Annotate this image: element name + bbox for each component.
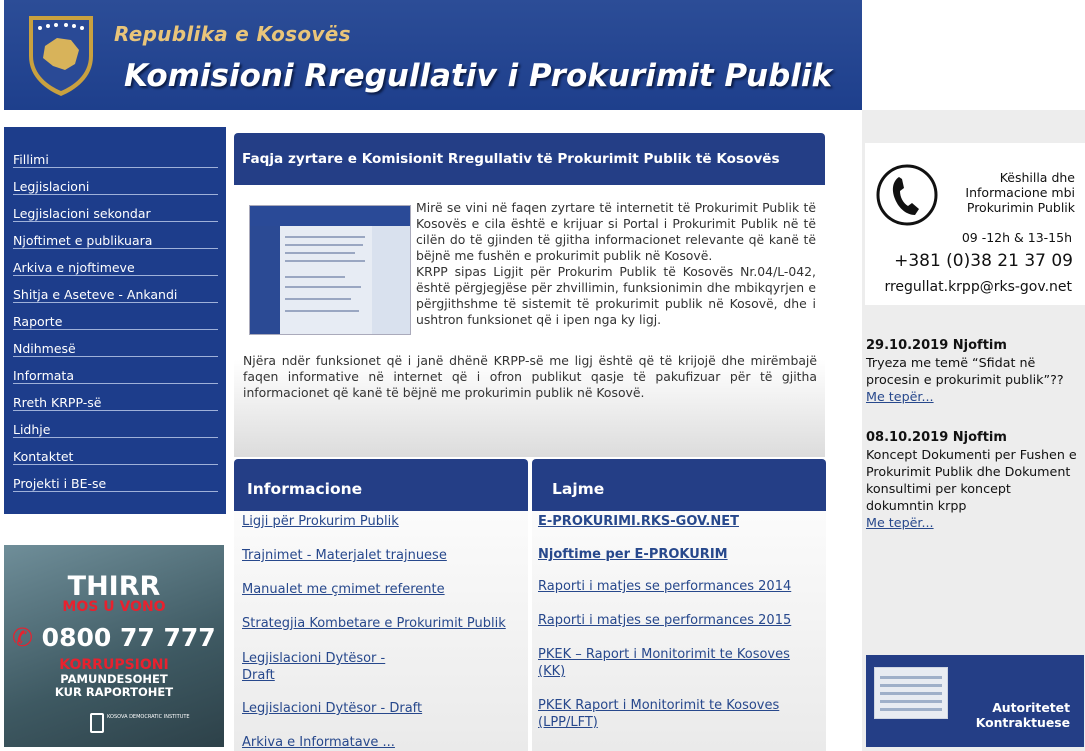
nav-item-fillimi[interactable] [13, 141, 218, 168]
nav-link[interactable]: Legjislacioni [13, 179, 90, 194]
news-item-heading: 29.10.2019 Njoftim [866, 338, 1007, 353]
ad-phone-number: 0800 77 777 [41, 623, 216, 652]
left-navigation [4, 127, 226, 514]
intro-paragraph-3: Njëra ndër funksionet që i janë dhënë KRPP-së me ligj është që të krijojë dhe mirëmbajë faqen informative në internet që i ofron publikut qasje të pakufizuar për të gjitha informacionet që kanë të bëjnë me prokurimin publik në Kosovë. [243, 353, 817, 400]
ad-phone [12, 623, 216, 652]
site-screenshot-image [249, 205, 411, 335]
help-phone: +381 (0)38 21 37 09 [894, 251, 1073, 271]
ad-org: KOSOVA DEMOCRATIC INSTITUTE [107, 714, 190, 720]
news-link[interactable]: PKEK Raport i Monitorimit te Kosoves (LPP/LFT) [538, 698, 780, 730]
nav-item-njoftimet[interactable] [13, 222, 218, 249]
news-link[interactable]: PKEK – Raport i Monitorimit te Kosoves (KK) [538, 647, 790, 679]
nav-link[interactable]: Informata [13, 368, 74, 383]
site-header [4, 0, 862, 110]
info-title: Informacione [247, 480, 363, 498]
ad-line2: MOS U VONO [62, 599, 166, 615]
nav-link[interactable]: Legjislacioni sekondar [13, 206, 151, 221]
nav-link[interactable]: Ndihmesë [13, 341, 76, 356]
nav-link[interactable]: Fillimi [13, 152, 49, 167]
news-item [866, 428, 1081, 531]
nav-item-rreth[interactable] [13, 384, 218, 411]
nav-link[interactable]: Arkiva e njoftimeve [13, 260, 135, 275]
nav-item-informata[interactable] [13, 357, 218, 384]
news-item-body: Tryeza me temë “Sfidat në procesin e prokurimit publik”?? [866, 355, 1064, 387]
intro-text [416, 200, 816, 328]
info-section [234, 459, 528, 751]
news-link[interactable]: Raporti i matjes se performances 2015 [538, 613, 792, 628]
kdi-logo-icon [90, 713, 104, 733]
nav-item-lidhje[interactable] [13, 411, 218, 438]
nav-link[interactable]: Rreth KRPP-së [13, 395, 102, 410]
nav-link[interactable]: Lidhje [13, 422, 51, 437]
intro-text-2 [243, 353, 817, 401]
ad-line1: THIRR [67, 571, 161, 602]
nav-link[interactable]: Projekti i BE-se [13, 476, 107, 491]
intro-paragraph: Mirë se vini në faqen zyrtare të internetit të Prokurimit Publik të Kosovës e cila është e krijuar si Portal i Prokurimit Publik në të cilën do të gjinden të gjitha informacionet relevante që kanë të bëjnë me fushën e prokurimit publik në Kosovë. [416, 200, 816, 263]
welcome-box [234, 133, 825, 457]
page-title: Faqja zyrtare e Komisionit Rregullativ të Prokurimit Publik të Kosovës [242, 151, 780, 167]
ad-line3: KORRUPSIONI [59, 657, 169, 673]
kosovo-emblem-icon [23, 12, 99, 98]
nav-item-shitja[interactable] [13, 276, 218, 303]
intro-paragraph-2: KRPP sipas Ligjit për Prokurim Publik të Kosovës Nr.04/L-042, është përgjegjëse për zhvillimin, funksionimin dhe mbikqyrjen e përgjithshme të sistemit të prokurimit publik në Kosovë, dhe i ushtron funksionet që i ipen nga ky ligj. [416, 264, 816, 327]
news-link[interactable]: Njoftime per E-PROKURIM [538, 547, 728, 562]
info-link[interactable]: Arkiva e Informatave ... [242, 735, 395, 750]
info-link[interactable]: Trajnimet - Materjalet trajnuese [242, 548, 447, 563]
document-image [874, 667, 948, 719]
news-link[interactable]: E-PROKURIMI.RKS-GOV.NET [538, 514, 739, 529]
read-more-link[interactable]: Me tepër... [866, 515, 934, 530]
info-link[interactable]: Legjislacioni Dytësor - Draft [242, 651, 386, 683]
nav-link[interactable]: Raporte [13, 314, 63, 329]
phone-icon: ✆ [12, 623, 33, 652]
info-header [234, 459, 528, 511]
help-email: rregullat.krpp@rks-gov.net [884, 279, 1072, 295]
news-item-body: Koncept Dokumenti per Fushen e Prokurimit Publik dhe Dokument konsultimi per koncept dokumntin krpp [866, 447, 1077, 513]
header-title: Komisioni Rregullativ i Prokurimit Publik [124, 58, 833, 94]
help-box[interactable] [865, 143, 1085, 305]
info-link[interactable]: Ligji për Prokurim Publik [242, 514, 399, 529]
news-link[interactable]: Raporti i matjes se performances 2014 [538, 579, 792, 594]
nav-link[interactable]: Shitja e Aseteve - Ankandi [13, 287, 178, 302]
nav-item-legjislacioni-sekondar[interactable] [13, 195, 218, 222]
nav-item-projekti[interactable] [13, 465, 218, 492]
info-link[interactable]: Manualet me çmimet referente [242, 582, 445, 597]
nav-item-arkiva[interactable] [13, 249, 218, 276]
nav-link[interactable]: Kontaktet [13, 449, 74, 464]
nav-item-legjislacioni[interactable] [13, 168, 218, 195]
info-link[interactable]: Strategjia Kombetare e Prokurimit Publik [242, 616, 506, 631]
welcome-header [234, 133, 825, 185]
header-subtitle: Republika e Kosovës [114, 22, 351, 46]
nav-item-raporte[interactable] [13, 303, 218, 330]
anti-corruption-banner[interactable] [4, 545, 224, 747]
header-spacer [862, 0, 1085, 110]
contracting-authorities-banner[interactable] [866, 655, 1084, 747]
nav-link[interactable]: Njoftimet e publikuara [13, 233, 153, 248]
nav-item-ndihmese[interactable] [13, 330, 218, 357]
ad-line4: PAMUNDESOHET KUR RAPORTOHET [54, 672, 174, 699]
read-more-link[interactable]: Me tepër... [866, 389, 934, 404]
nav-item-kontaktet[interactable] [13, 438, 218, 465]
help-heading: Këshilla dhe Informacione mbi Prokurimin Publik [965, 170, 1075, 215]
news-item [866, 336, 1081, 405]
news-header [532, 459, 826, 511]
news-section [532, 459, 826, 751]
info-link[interactable]: Legjislacioni Dytësor - Draft [242, 701, 423, 716]
help-hours: 09 -12h & 13-15h [961, 230, 1072, 245]
telephone-icon [875, 163, 939, 227]
news-title: Lajme [552, 480, 605, 498]
news-item-heading: 08.10.2019 Njoftim [866, 430, 1007, 445]
contracting-authorities-label: Autoritetet Kontraktuese [975, 700, 1070, 730]
